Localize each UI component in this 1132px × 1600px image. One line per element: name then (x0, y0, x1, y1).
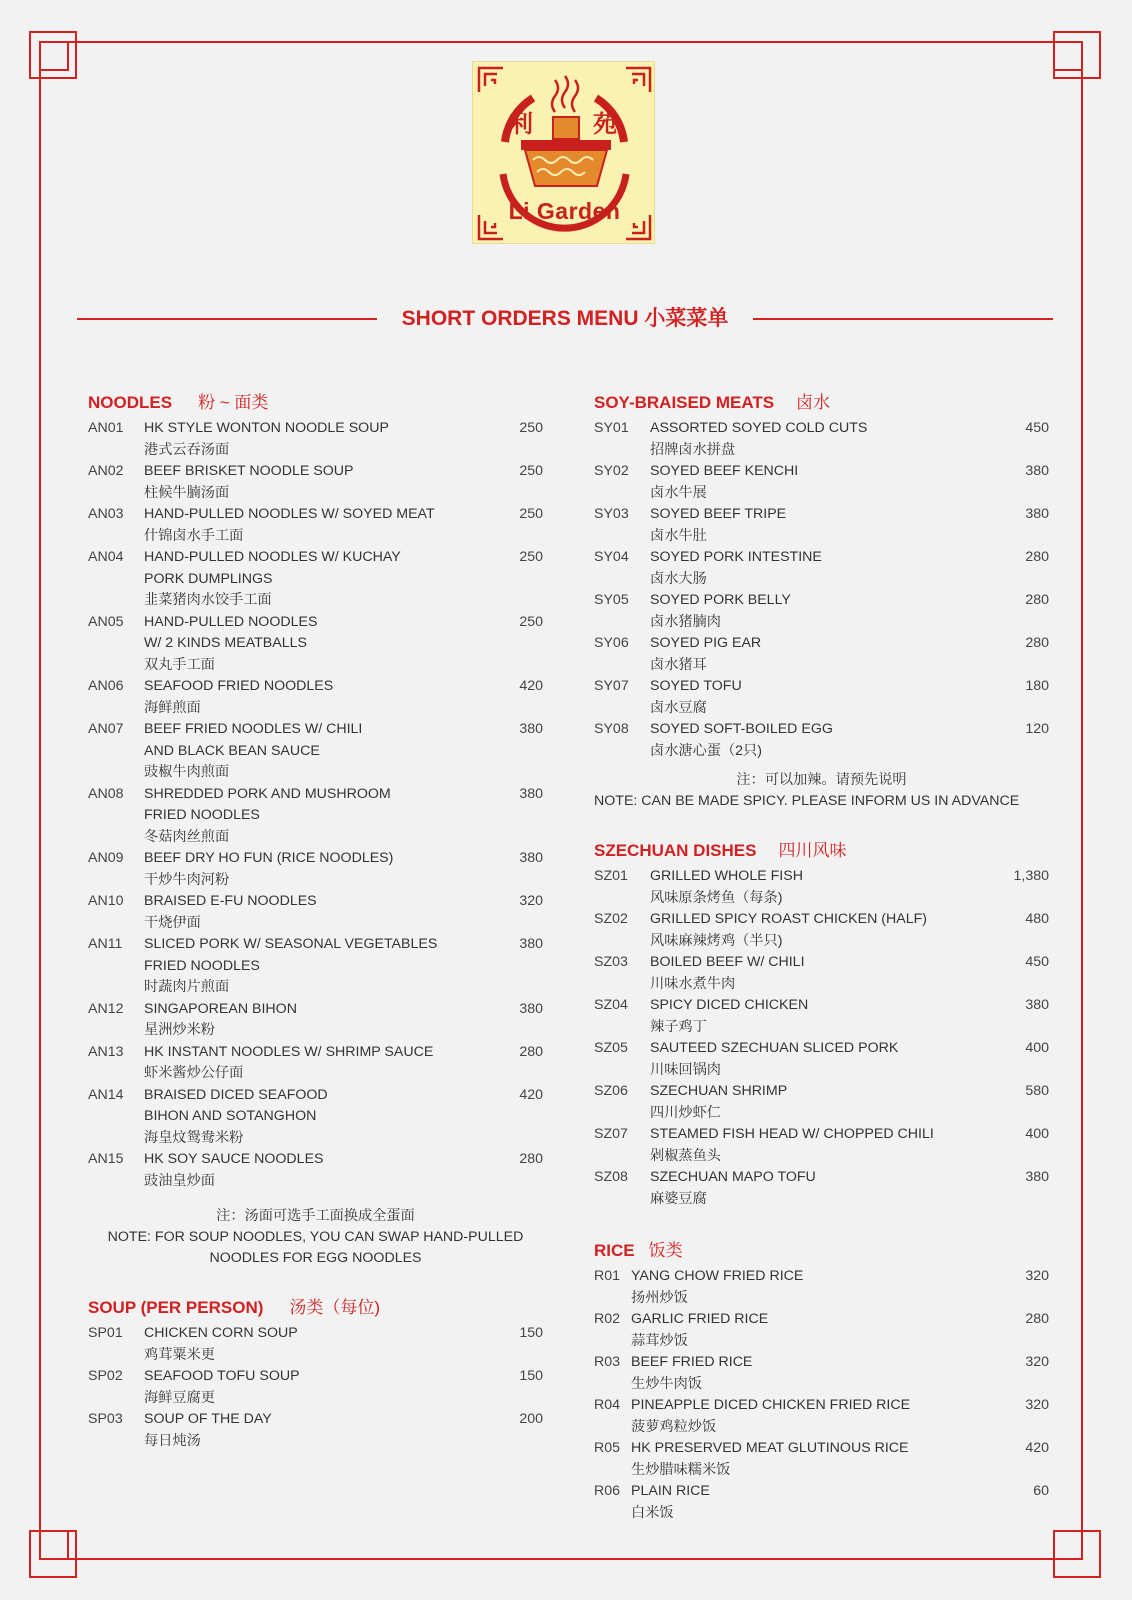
item-name-en: SOYED PORK BELLY (650, 592, 791, 608)
section-title-cn: 粉 ~ 面类 (198, 393, 269, 412)
item-name-cn: 剁椒蒸鱼头 (650, 1147, 721, 1164)
soy-item-list (594, 418, 1049, 762)
item-price: 450 (1025, 954, 1049, 970)
menu-item (594, 633, 1049, 676)
item-name-cn: 海鲜豆腐更 (144, 1389, 215, 1406)
menu-item (594, 909, 1049, 952)
section-title-en: SZECHUAN DISHES (594, 841, 757, 860)
item-name-en: YANG CHOW FRIED RICE (631, 1268, 804, 1284)
item-code: AN06 (88, 678, 124, 694)
item-name-en: BEEF BRISKET NOODLE SOUP (144, 463, 354, 479)
menu-title-row (77, 304, 1053, 334)
item-names (88, 999, 543, 1042)
item-name-cn: 柱候牛腩汤面 (144, 484, 230, 501)
item-name-cn: 川味回锅肉 (650, 1061, 721, 1078)
item-code: SZ04 (594, 997, 628, 1013)
item-name-cn: 风味麻辣烤鸡（半只) (650, 932, 783, 949)
item-name-en: BIHON AND SOTANGHON (144, 1108, 317, 1124)
menu-item (88, 784, 543, 849)
menu-item (88, 891, 543, 934)
section-rice (594, 1238, 1049, 1524)
item-names (88, 504, 543, 547)
corner-ornament-bottom-right (1043, 1520, 1093, 1570)
item-name-cn: 海皇炆鸳鸯米粉 (144, 1129, 244, 1146)
item-price: 250 (519, 506, 543, 522)
item-name-en: PORK DUMPLINGS (144, 570, 273, 587)
item-code: SY02 (594, 463, 629, 479)
menu-item (88, 461, 543, 504)
section-title-en: NOODLES (88, 393, 173, 412)
item-name-en: GRILLED WHOLE FISH (650, 868, 803, 884)
menu-item (88, 612, 543, 677)
item-name-cn: 什锦卤水手工面 (144, 527, 244, 544)
noodles-item-list (88, 418, 543, 1192)
item-name-en: SINGAPOREAN BIHON (144, 1000, 297, 1017)
item-code: SZ05 (594, 1040, 628, 1056)
item-name-cn: 辣子鸡丁 (650, 1018, 707, 1035)
item-name-en: SOUP OF THE DAY (144, 1411, 272, 1427)
menu-item (88, 1042, 543, 1085)
item-code: AN08 (88, 785, 124, 802)
section-title-en: SOY-BRAISED MEATS (594, 393, 775, 412)
section-title-soup (88, 1295, 543, 1321)
item-price: 420 (1025, 1440, 1049, 1456)
section-title-cn: 四川风味 (778, 841, 847, 860)
item-names (88, 719, 543, 784)
item-price: 250 (519, 613, 543, 630)
menu-item (594, 418, 1049, 461)
item-price: 1,380 (1013, 868, 1049, 884)
item-name-cn: 卤水牛展 (650, 484, 707, 501)
menu-item (594, 719, 1049, 762)
item-code: SZ02 (594, 911, 628, 927)
item-name-en: PLAIN RICE (631, 1483, 710, 1499)
item-names (594, 866, 1049, 909)
item-name-cn: 干炒牛肉河粉 (144, 871, 230, 888)
logo-chinese-char-right: 苑 (593, 109, 617, 138)
item-name-en: SOYED BEEF KENCHI (650, 463, 799, 479)
item-code: AN05 (88, 613, 124, 630)
item-name-cn: 干烧伊面 (144, 914, 201, 931)
item-name-en: GRILLED SPICY ROAST CHICKEN (HALF) (650, 911, 927, 927)
item-code: AN01 (88, 420, 124, 436)
logo-wordmark: Li Garden (508, 198, 621, 224)
item-name-cn: 虾米酱炒公仔面 (144, 1065, 244, 1081)
item-code: SY01 (594, 420, 629, 436)
corner-ornament-top-left (29, 31, 79, 81)
item-name-en: SOYED PORK INTESTINE (650, 549, 822, 565)
item-code: SZ08 (594, 1169, 628, 1185)
item-names (88, 461, 543, 504)
item-name-en: HK INSTANT NOODLES W/ SHRIMP SAUCE (144, 1043, 434, 1060)
item-code: R01 (594, 1268, 621, 1284)
item-name-en: BEEF FRIED RICE (631, 1354, 753, 1370)
item-price: 380 (519, 850, 543, 866)
item-name-cn: 卤水猪腩肉 (650, 613, 721, 630)
item-price: 420 (519, 1086, 543, 1103)
item-names (88, 612, 543, 677)
item-code: R02 (594, 1311, 621, 1327)
item-code: AN03 (88, 506, 124, 522)
item-name-cn: 海鲜煎面 (144, 699, 201, 716)
item-price: 580 (1025, 1083, 1049, 1099)
item-price: 380 (519, 936, 543, 952)
item-name-cn: 扬州炒饭 (631, 1289, 688, 1306)
item-name-en: SZECHUAN MAPO TOFU (650, 1169, 816, 1185)
item-name-cn: 风味原条烤鱼（每条) (650, 889, 783, 906)
item-names (594, 1438, 1049, 1481)
menu-item (594, 547, 1049, 590)
item-name-cn: 鸡茸粟米更 (144, 1346, 215, 1363)
item-price: 60 (1033, 1483, 1049, 1499)
item-name-en: SEAFOOD FRIED NOODLES (144, 678, 334, 694)
item-price: 380 (519, 721, 543, 737)
item-names (88, 1042, 543, 1085)
item-name-en: PINEAPPLE DICED CHICKEN FRIED RICE (631, 1397, 911, 1413)
item-name-cn: 每日炖汤 (144, 1432, 201, 1449)
menu-item (594, 995, 1049, 1038)
item-names (594, 1309, 1049, 1352)
item-name-cn: 卤水猪耳 (650, 656, 707, 673)
item-name-en: SZECHUAN SHRIMP (650, 1083, 788, 1099)
item-code: AN12 (88, 1000, 124, 1017)
item-code: SP01 (88, 1325, 123, 1341)
menu-item (88, 547, 543, 612)
item-price: 320 (1025, 1268, 1049, 1284)
item-name-en: SPICY DICED CHICKEN (650, 997, 809, 1013)
item-name-cn: 时蔬肉片煎面 (144, 979, 230, 995)
szechuan-item-list (594, 866, 1049, 1210)
restaurant-logo (472, 61, 655, 244)
item-code: SY05 (594, 592, 629, 608)
item-code: AN07 (88, 721, 124, 737)
item-names (88, 676, 543, 719)
menu-item (594, 590, 1049, 633)
item-names (594, 952, 1049, 995)
item-name-en: BRAISED E-FU NOODLES (144, 893, 317, 909)
item-name-cn: 双丸手工面 (144, 656, 215, 673)
item-names (594, 909, 1049, 952)
menu-item (594, 1481, 1049, 1524)
item-price: 280 (1025, 549, 1049, 565)
menu-item (594, 866, 1049, 909)
item-names (594, 676, 1049, 719)
item-names (594, 1481, 1049, 1524)
item-price: 180 (1025, 678, 1049, 694)
item-name-en: STEAMED FISH HEAD W/ CHOPPED CHILI (650, 1126, 934, 1142)
item-name-cn: 川味水煮牛肉 (650, 975, 736, 992)
item-price: 380 (519, 1000, 543, 1017)
item-name-en: FRIED NOODLES (144, 807, 260, 823)
item-name-cn: 卤水豆腐 (650, 699, 707, 716)
item-name-en: SAUTEED SZECHUAN SLICED PORK (650, 1040, 899, 1056)
item-code: AN14 (88, 1086, 124, 1103)
item-names (88, 934, 543, 999)
item-names (88, 1366, 543, 1409)
menu-item (594, 1038, 1049, 1081)
item-name-cn: 蒜茸炒饭 (631, 1332, 688, 1349)
item-code: SY07 (594, 678, 629, 694)
item-name-en: W/ 2 KINDS MEATBALLS (144, 635, 307, 651)
item-name-en: AND BLACK BEAN SAUCE (144, 742, 320, 759)
item-price: 250 (519, 420, 543, 436)
item-code: AN04 (88, 549, 124, 565)
item-code: SZ06 (594, 1083, 628, 1099)
item-names (88, 848, 543, 891)
item-name-en: CHICKEN CORN SOUP (144, 1325, 298, 1341)
item-name-cn: 白米饭 (631, 1504, 674, 1521)
item-name-cn: 招牌卤水拼盘 (650, 441, 736, 458)
item-names (594, 461, 1049, 504)
item-name-cn: 生炒腊味糯米饭 (631, 1461, 731, 1478)
item-price: 280 (1025, 1311, 1049, 1327)
item-price: 400 (1025, 1126, 1049, 1142)
item-code: SZ01 (594, 868, 628, 884)
item-names (594, 1266, 1049, 1309)
item-names (88, 1323, 543, 1366)
menu-item (594, 676, 1049, 719)
item-name-cn: 星洲炒米粉 (144, 1022, 215, 1038)
item-name-cn: 卤水牛肚 (650, 527, 707, 544)
menu-item (88, 1409, 543, 1452)
item-name-en: SOYED TOFU (650, 678, 742, 694)
item-names (88, 1149, 543, 1192)
item-name-cn: 冬菇肉丝煎面 (144, 828, 230, 845)
item-price: 480 (1025, 911, 1049, 927)
left-column (88, 390, 543, 1452)
soup-item-list (88, 1323, 543, 1452)
item-name-en: ASSORTED SOYED COLD CUTS (650, 420, 868, 436)
item-code: AN11 (88, 936, 123, 952)
section-title-noodles (88, 390, 543, 416)
item-name-cn: 四川炒虾仁 (650, 1104, 721, 1121)
noodles-note-en-line2: NOODLES FOR EGG NOODLES (209, 1250, 422, 1266)
item-price: 150 (519, 1368, 543, 1384)
item-price: 280 (1025, 592, 1049, 608)
item-names (594, 1038, 1049, 1081)
menu-item (594, 504, 1049, 547)
noodles-note-cn: 注：汤面可选手工面换成全蛋面 (216, 1208, 415, 1224)
soy-note-en: NOTE: CAN BE MADE SPICY. PLEASE INFORM US IN ADVANCE (594, 793, 1020, 809)
item-name-en: SEAFOOD TOFU SOUP (144, 1368, 300, 1384)
menu-item (88, 848, 543, 891)
item-price: 400 (1025, 1040, 1049, 1056)
item-name-en: BEEF DRY HO FUN (RICE NOODLES) (144, 850, 394, 866)
item-name-cn: 生炒牛肉饭 (631, 1375, 702, 1392)
item-code: SZ07 (594, 1126, 628, 1142)
item-names (594, 547, 1049, 590)
item-names (594, 1081, 1049, 1124)
item-names (594, 995, 1049, 1038)
menu-item (594, 952, 1049, 995)
section-title-szechuan (594, 838, 1049, 864)
item-price: 380 (1025, 506, 1049, 522)
menu-item (594, 1309, 1049, 1352)
section-noodles (88, 390, 543, 1269)
item-price: 150 (519, 1325, 543, 1341)
item-names (594, 590, 1049, 633)
menu-item (594, 1167, 1049, 1210)
item-code: R05 (594, 1440, 621, 1456)
item-price: 380 (1025, 463, 1049, 479)
item-name-cn: 港式云吞汤面 (144, 441, 230, 458)
menu-item (88, 1323, 543, 1366)
item-names (594, 719, 1049, 762)
item-name-en: SOYED PIG EAR (650, 635, 762, 651)
item-names (594, 1352, 1049, 1395)
item-names (88, 1085, 543, 1150)
item-name-cn: 麻婆豆腐 (650, 1190, 707, 1207)
item-code: R06 (594, 1483, 621, 1499)
section-title-cn: 饭类 (648, 1241, 683, 1260)
soy-note-cn: 注：可以加辣。请预先说明 (736, 772, 907, 788)
item-price: 250 (519, 463, 543, 479)
menu-item (594, 1124, 1049, 1167)
item-code: SY08 (594, 721, 629, 737)
item-code: SP03 (88, 1411, 123, 1427)
section-title-soy (594, 390, 1049, 416)
item-name-cn: 豉椒牛肉煎面 (144, 764, 230, 780)
item-price: 380 (1025, 1169, 1049, 1185)
item-names (88, 418, 543, 461)
item-code: SZ03 (594, 954, 628, 970)
item-name-en: HK SOY SAUCE NOODLES (144, 1151, 324, 1167)
section-soy-braised (594, 390, 1049, 812)
item-name-en: HAND-PULLED NOODLES W/ KUCHAY (144, 549, 401, 565)
menu-item (88, 1149, 543, 1192)
menu-item (594, 1395, 1049, 1438)
item-code: SY06 (594, 635, 629, 651)
item-name-en: GARLIC FRIED RICE (631, 1311, 769, 1327)
menu-item (88, 676, 543, 719)
item-price: 380 (1025, 997, 1049, 1013)
item-price: 320 (519, 893, 543, 909)
item-names (594, 1124, 1049, 1167)
section-title-en: SOUP (PER PERSON) (88, 1298, 264, 1317)
item-names (88, 547, 543, 612)
item-price: 420 (519, 678, 543, 694)
corner-ornament-top-right (1043, 31, 1093, 81)
menu-item (594, 461, 1049, 504)
section-title-en: RICE (594, 1241, 635, 1260)
item-price: 320 (1025, 1397, 1049, 1413)
rice-item-list (594, 1266, 1049, 1524)
menu-item (88, 719, 543, 784)
item-code: R03 (594, 1354, 621, 1370)
menu-item (88, 418, 543, 461)
item-names (88, 1409, 543, 1452)
item-price: 380 (519, 785, 543, 802)
menu-item (88, 1366, 543, 1409)
item-code: R04 (594, 1397, 621, 1413)
item-name-en: BOILED BEEF W/ CHILI (650, 954, 805, 970)
item-name-en: HAND-PULLED NOODLES (144, 613, 318, 630)
noodles-note-en-line1: NOTE: FOR SOUP NOODLES, YOU CAN SWAP HAND-PULLED (107, 1229, 524, 1245)
item-names (594, 418, 1049, 461)
menu-item (88, 504, 543, 547)
item-names (88, 891, 543, 934)
item-names (88, 784, 543, 849)
item-name-cn: 菠萝鸡粒炒饭 (631, 1418, 717, 1435)
item-name-en: BEEF FRIED NOODLES W/ CHILI (144, 721, 363, 737)
item-price: 280 (1025, 635, 1049, 651)
menu-item (594, 1352, 1049, 1395)
item-name-en: SHREDDED PORK AND MUSHROOM (144, 785, 391, 802)
item-price: 280 (519, 1043, 543, 1060)
item-name-en: HAND-PULLED NOODLES W/ SOYED MEAT (144, 506, 435, 522)
menu-item (88, 1085, 543, 1150)
item-price: 450 (1025, 420, 1049, 436)
item-name-en: SOYED BEEF TRIPE (650, 506, 787, 522)
item-name-en: SLICED PORK W/ SEASONAL VEGETABLES (144, 936, 438, 952)
menu-item (88, 999, 543, 1042)
item-name-en: BRAISED DICED SEAFOOD (144, 1086, 328, 1103)
item-name-cn: 卤水大肠 (650, 570, 707, 587)
item-code: AN13 (88, 1043, 124, 1060)
section-soup (88, 1295, 543, 1452)
item-name-en: HK STYLE WONTON NOODLE SOUP (144, 420, 389, 436)
item-name-cn: 卤水溏心蛋（2只) (650, 742, 762, 759)
item-price: 320 (1025, 1354, 1049, 1370)
section-title-rice (594, 1238, 1049, 1264)
menu-item (594, 1081, 1049, 1124)
item-name-cn: 韭菜猪肉水饺手工面 (144, 592, 272, 608)
item-names (594, 633, 1049, 676)
item-names (594, 504, 1049, 547)
item-code: AN10 (88, 893, 124, 909)
right-column (594, 390, 1049, 1524)
item-name-en: HK PRESERVED MEAT GLUTINOUS RICE (631, 1440, 909, 1456)
item-name-en: SOYED SOFT-BOILED EGG (650, 721, 833, 737)
corner-ornament-bottom-left (29, 1520, 79, 1570)
item-code: SY03 (594, 506, 629, 522)
menu-item (594, 1438, 1049, 1481)
item-code: SP02 (88, 1368, 123, 1384)
section-szechuan (594, 838, 1049, 1210)
item-names (594, 1395, 1049, 1438)
item-price: 200 (519, 1411, 543, 1427)
section-title-cn: 汤类（每位) (289, 1298, 381, 1317)
section-title-cn: 卤水 (796, 393, 831, 412)
menu-item (594, 1266, 1049, 1309)
item-name-cn: 豉油皇炒面 (144, 1172, 215, 1189)
item-code: AN09 (88, 850, 124, 866)
menu-title: SHORT ORDERS MENU 小菜菜单 (401, 307, 729, 330)
item-price: 280 (519, 1151, 543, 1167)
item-price: 120 (1025, 721, 1049, 737)
item-names (594, 1167, 1049, 1210)
menu-item (88, 934, 543, 999)
logo-chinese-char-left: 利 (509, 109, 533, 138)
item-price: 250 (519, 549, 543, 565)
item-code: AN15 (88, 1151, 124, 1167)
item-code: SY04 (594, 549, 629, 565)
item-name-en: FRIED NOODLES (144, 957, 260, 974)
item-code: AN02 (88, 463, 124, 479)
